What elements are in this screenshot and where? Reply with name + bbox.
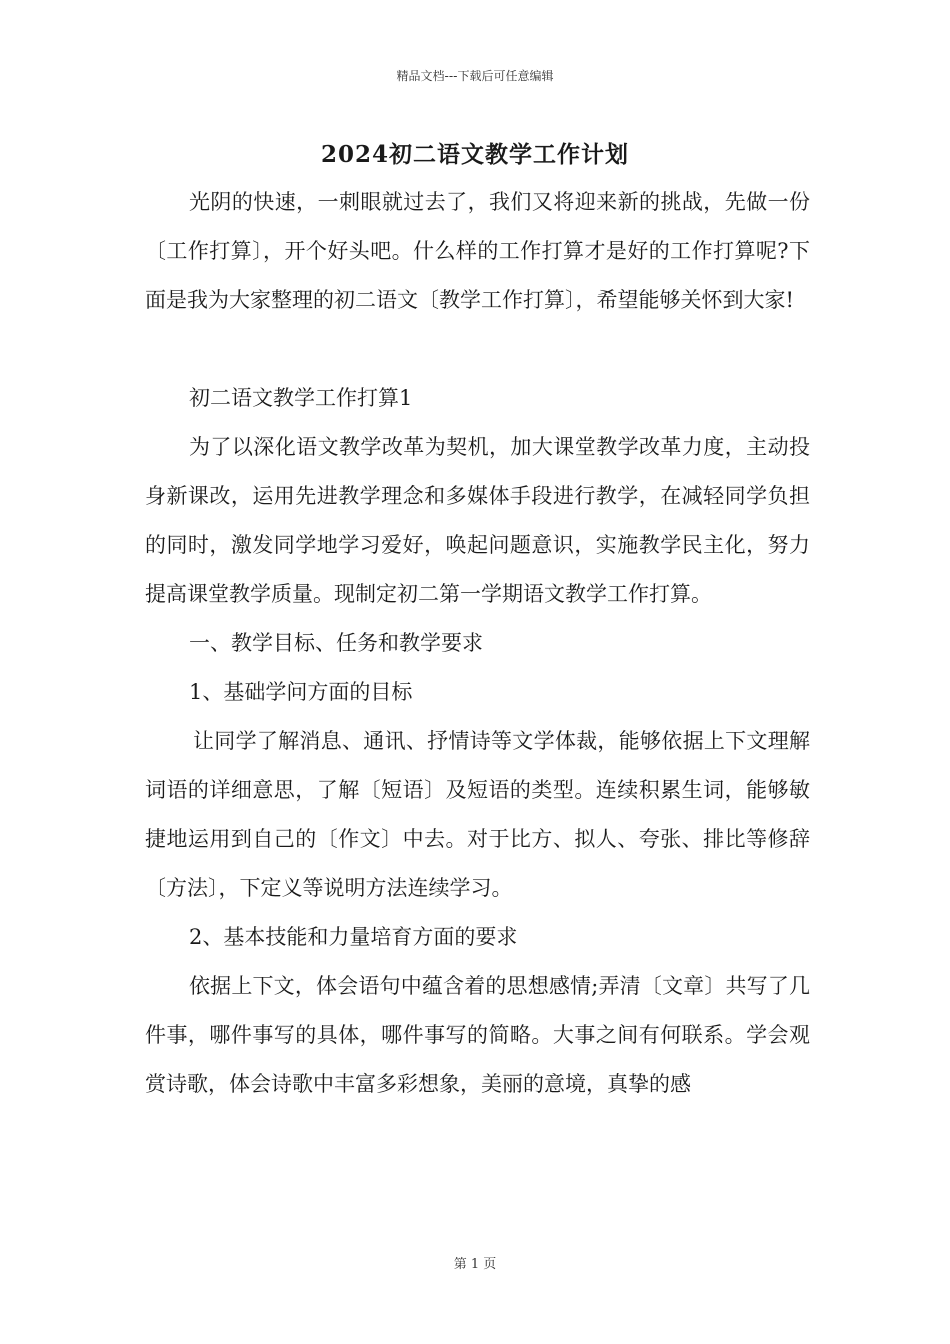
intro-paragraph: 光阴的快速，一刺眼就过去了，我们又将迎来新的挑战，先做一份〔工作打算〕，开个好头吧。什么样的工作打算才是好的工作打算呢?下面是我为大家整理的初二语文〔教学工作打算〕，希望能够关怀到大家! (145, 190, 810, 312)
page-header: 精品文档---下载后可任意编辑 (396, 69, 554, 83)
page-number: 第 1 页 (453, 1257, 497, 1272)
document-title: 2024初二语文教学工作计划 (320, 141, 629, 168)
paragraph-spacer (145, 325, 810, 374)
body-paragraph: 依据上下文，体会语句中蕴含着的思想感情;弄清〔文章〕共写了几件事，哪件事写的具体，哪件事写的简略。大事之间有何联系。学会观赏诗歌，体会诗歌中丰富多彩想象，美丽的意境，真挚的感 (145, 974, 810, 1096)
section-heading: 初二语文教学工作打算1 (189, 386, 413, 410)
document-body (145, 178, 810, 1109)
subheading: 2、基本技能和力量培育方面的要求 (189, 925, 518, 949)
subheading: 1、基础学问方面的目标 (189, 680, 413, 704)
body-paragraph: 让同学了解消息、通讯、抒情诗等文学体裁，能够依据上下文理解词语的详细意思，了解〔短语〕及短语的类型。连续积累生词，能够敏捷地运用到自己的〔作文〕中去。对于比方、拟人、夸张、排比等修辞〔方法〕，下定义等说明方法连续学习。 (145, 729, 810, 900)
body-paragraph: 为了以深化语文教学改革为契机，加大课堂教学改革力度，主动投身新课改，运用先进教学理念和多媒体手段进行教学，在减轻同学负担的同时，激发同学地学习爱好，唤起问题意识，实施教学民主化，努力提高课堂教学质量。现制定初二第一学期语文教学工作打算。 (145, 435, 810, 606)
subheading: 一、教学目标、任务和教学要求 (189, 631, 483, 655)
